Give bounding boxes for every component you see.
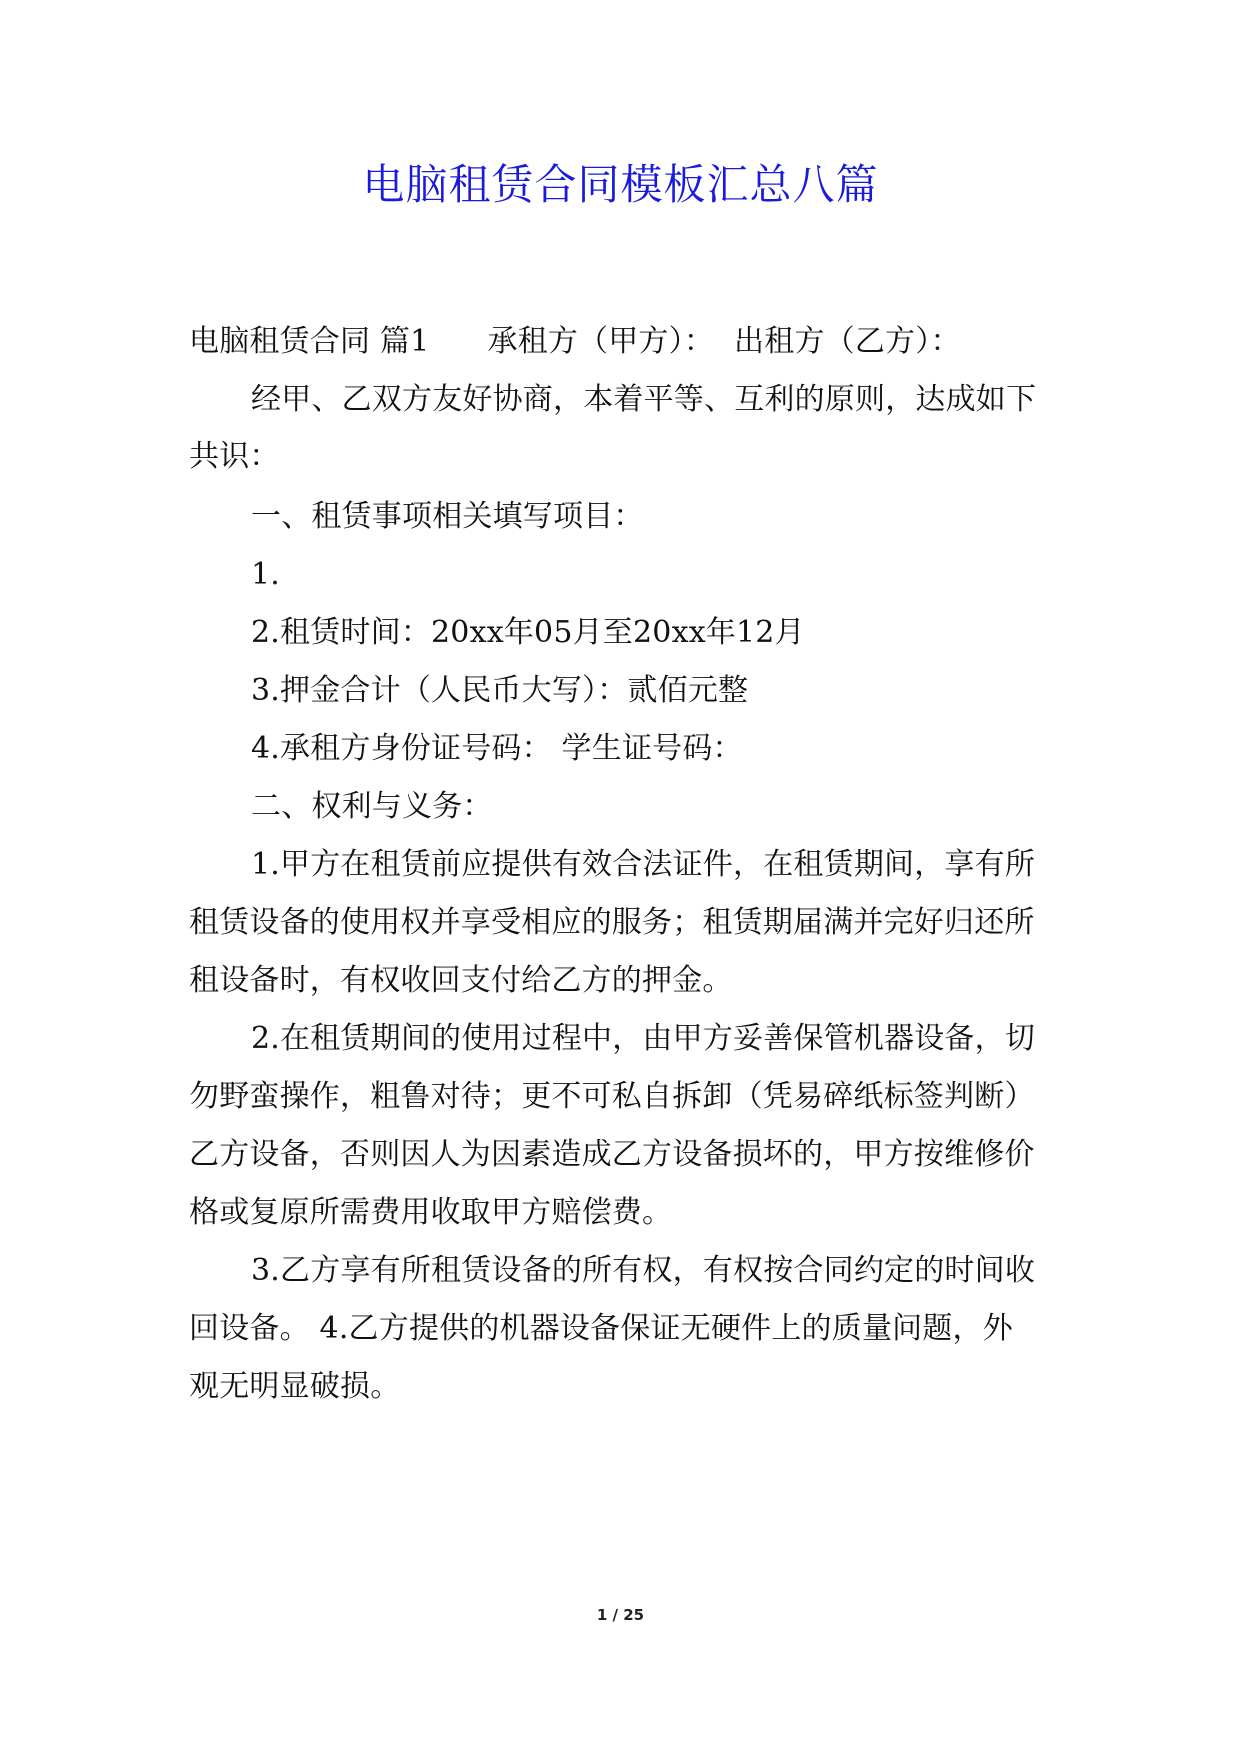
section-heading: 二、权利与义务： xyxy=(251,789,493,824)
contract-header-line xyxy=(189,322,961,362)
list-item: 2.租赁时间：20xx年05月至20xx年12月 xyxy=(251,615,805,650)
paragraph-line: 租赁设备的使用权并享受相应的服务；租赁期届满并完好归还所 xyxy=(189,905,1035,940)
paragraph-line: 勿野蛮操作，粗鲁对待；更不可私自拆卸（凭易碎纸标签判断） xyxy=(189,1079,1035,1114)
list-item: 4.承租方身份证号码： 学生证号码： xyxy=(251,731,743,766)
paragraph-line: 3.乙方享有所租赁设备的所有权，有权按合同约定的时间收 xyxy=(251,1253,1036,1288)
paragraph-line: 回设备。 4.乙方提供的机器设备保证无硬件上的质量问题，外 xyxy=(189,1311,1013,1346)
contract-section-label: 电脑租赁合同 篇1 xyxy=(189,324,430,359)
section-heading: 一、租赁事项相关填写项目： xyxy=(251,499,644,534)
list-item: 1. xyxy=(251,557,281,592)
paragraph-line: 2.在租赁期间的使用过程中，由甲方妥善保管机器设备，切 xyxy=(251,1021,1036,1056)
paragraph-line: 租设备时，有权收回支付给乙方的押金。 xyxy=(189,963,733,998)
paragraph-line: 乙方设备，否则因人为因素造成乙方设备损坏的，甲方按维修价 xyxy=(189,1137,1035,1172)
paragraph-line: 观无明显破损。 xyxy=(189,1369,401,1404)
paragraph-line: 经甲、乙双方友好协商，本着平等、互利的原则，达成如下 xyxy=(251,382,1037,417)
lessor-label: 出租方（乙方）： xyxy=(734,324,961,359)
paragraph-line: 1.甲方在租赁前应提供有效合法证件，在租赁期间，享有所 xyxy=(251,847,1036,882)
paragraph-line: 共识： xyxy=(189,439,280,474)
list-item: 3.押金合计（人民币大写）：贰佰元整 xyxy=(251,673,749,708)
page-number: 1 / 25 xyxy=(596,1606,645,1624)
lessee-label: 承租方（甲方）： xyxy=(487,324,715,359)
document-title: 电脑租赁合同模板汇总八篇 xyxy=(362,160,879,209)
paragraph-line: 格或复原所需费用收取甲方赔偿费。 xyxy=(189,1195,673,1230)
